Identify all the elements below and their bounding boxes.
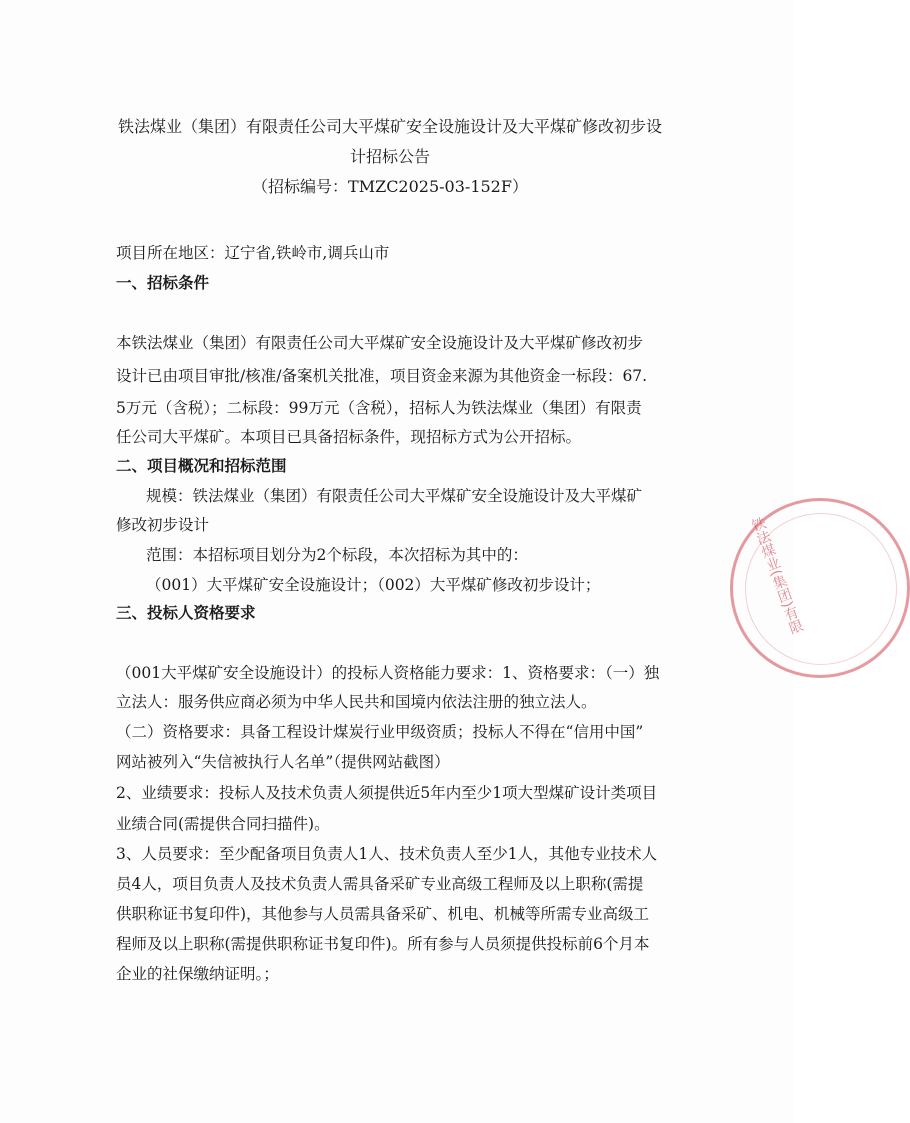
document-title-line2: 计招标公告 [349, 147, 430, 166]
document-title-line1: 铁法煤业（集团）有限责任公司大平煤矿安全设施设计及大平煤矿修改初步设 [117, 117, 662, 136]
section3-line: 供职称证书复印件)，其他参与人员需具备采矿、机电、机械等所需专业高级工 [116, 905, 650, 923]
section2-line: （001）大平煤矿安全设施设计；（002）大平煤矿修改初步设计； [146, 576, 601, 594]
bid-number: （招标编号：TMZC2025-03-152F） [252, 177, 528, 196]
company-seal-stamp [730, 498, 910, 678]
section2-heading: 二、项目概况和招标范围 [116, 457, 287, 475]
section3-line: 企业的社保缴纳证明。； [116, 965, 279, 983]
section1-line: 任公司大平煤矿。本项目已具备招标条件，现招标方式为公开招标。 [116, 428, 582, 446]
section3-line: （二）资格要求：具备工程设计煤炭行业甲级资质；投标人不得在“信用中国” [116, 723, 644, 741]
section3-line: 网站被列入“失信被执行人名单”（提供网站截图） [116, 753, 450, 771]
section1-line: 5万元（含税）；二标段：99万元（含税），招标人为铁法煤业（集团）有限责 [116, 399, 642, 417]
section3-heading: 三、投标人资格要求 [116, 604, 256, 622]
section3-line: 3、人员要求：至少配备项目负责人1人、技术负责人至少1人，其他专业技术人 [116, 845, 658, 863]
section1-line: 本铁法煤业（集团）有限责任公司大平煤矿安全设施设计及大平煤矿修改初步 [116, 334, 644, 352]
section3-line: 程师及以上职称(需提供职称证书复印件)。所有参与人员须提供投标前6个月本 [116, 935, 650, 953]
section3-line: 员4人，项目负责人及技术负责人需具备采矿专业高级工程师及以上职称(需提 [116, 875, 644, 893]
section3-line: 业绩合同(需提供合同扫描件)。 [116, 815, 330, 833]
section2-line: 规模：铁法煤业（集团）有限责任公司大平煤矿安全设施设计及大平煤矿 [146, 487, 643, 505]
section1-heading: 一、招标条件 [116, 274, 210, 292]
section3-line: 立法人：服务供应商必须为中华人民共和国境内依法注册的独立法人。 [116, 693, 597, 711]
seal-text: 铁法煤业(集团)有限 [747, 515, 806, 637]
section3-line: （001大平煤矿安全设施设计）的投标人资格能力要求：1、资格要求：（一）独 [116, 664, 660, 682]
section3-line: 2、业绩要求：投标人及技术负责人须提供近5年内至少1项大型煤矿设计类项目 [116, 784, 658, 802]
section2-line: 修改初步设计 [116, 516, 210, 534]
project-region: 项目所在地区：辽宁省,铁岭市,调兵山市 [116, 244, 390, 262]
section1-line: 设计已由项目审批/核准/备案机关批准，项目资金来源为其他资金一标段：67. [116, 367, 648, 385]
section2-line: 范围：本招标项目划分为2个标段，本次招标为其中的： [146, 546, 528, 564]
